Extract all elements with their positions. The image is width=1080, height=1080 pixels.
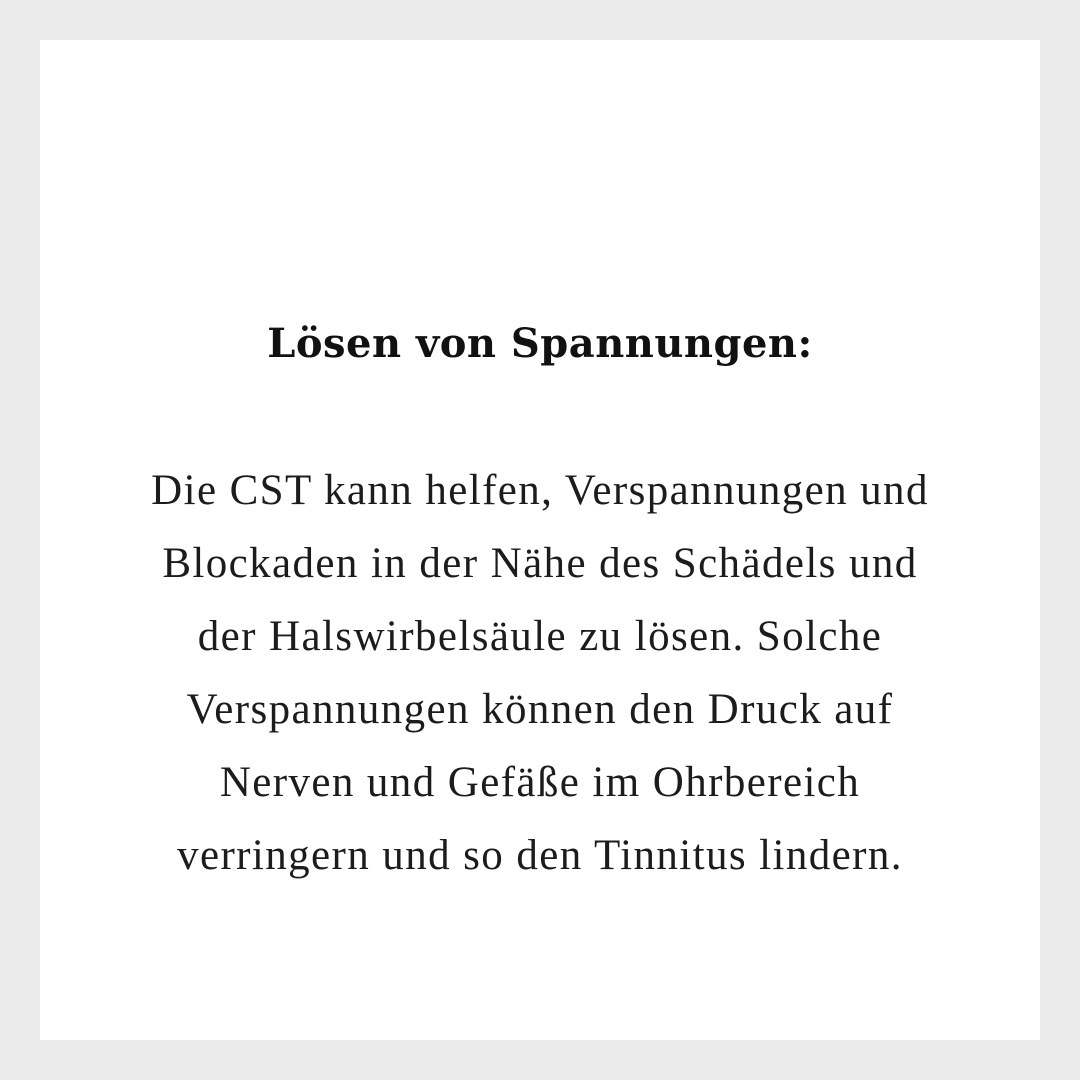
body-line: Verspannungen können den Druck auf	[186, 686, 894, 733]
content-card	[40, 40, 1040, 1040]
post-body	[100, 454, 980, 892]
body-line: Nerven und Gefäße im Ohrbereich	[219, 759, 861, 806]
post-heading: Lösen von Spannungen:	[267, 320, 813, 367]
body-line: Die CST kann helfen, Verspannungen und	[151, 467, 929, 514]
body-line: der Halswirbelsäule zu lösen. Solche	[197, 613, 883, 660]
body-line: verringern und so den Tinnitus lindern.	[177, 832, 903, 879]
body-line: Blockaden in der Nähe des Schädels und	[162, 540, 918, 587]
